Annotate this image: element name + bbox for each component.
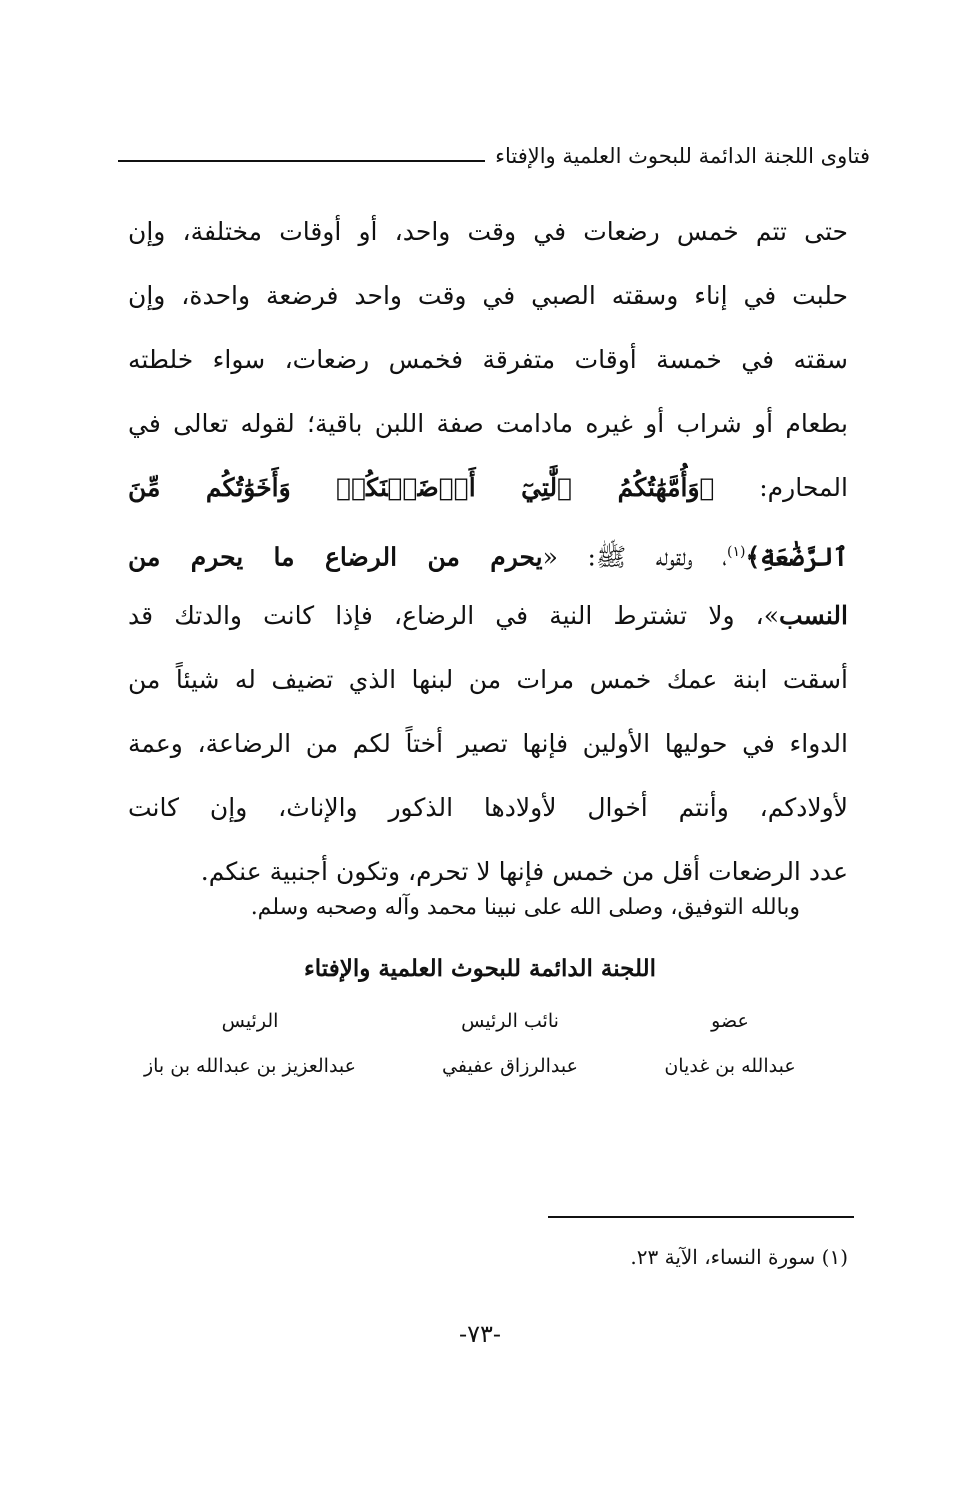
hadith-text: يحرم من الرضاع ما يحرم من: [128, 542, 543, 572]
body-line: بطعام أو شراب أو غيره مادامت صفة اللبن باقية؛ لقوله تعالى في: [128, 409, 848, 438]
body-line: الدواء في حوليها الأولين فإنها تصير أختاً لكم من الرضاعة، وعمة: [128, 729, 848, 758]
footnote-separator: [548, 1216, 854, 1218]
signatory-names: [130, 1055, 810, 1077]
chair-role: الرئيس: [221, 1010, 279, 1032]
footnote: (١) سورة النساء، الآية ٢٣.: [630, 1245, 848, 1269]
body-line: سقته في خمسة أوقات متفرقة فخمس رضعات، سواء خلطته: [128, 345, 848, 374]
body-text: ، ولقوله ﷺ: «: [542, 542, 727, 572]
header-rule: [118, 160, 485, 162]
vice-chair-role: نائب الرئيس: [461, 1010, 559, 1032]
body-line-hadith: [128, 584, 848, 648]
body-line-quran: [128, 456, 848, 520]
member-role: عضو: [711, 1010, 749, 1032]
footnote-ref: (١): [726, 544, 746, 560]
signatory-roles: [130, 1010, 810, 1032]
hadith-text: النسب: [779, 601, 848, 630]
body-text: »، ولا تشترط النية في الرضاع، فإذا كانت والدتك قد: [128, 601, 780, 630]
body-line: حتى تتم خمس رضعات في وقت واحد، أو أوقات مختلفة، وإن: [128, 217, 848, 246]
body-line: عدد الرضعات أقل من خمس فإنها لا تحرم، وتكون أجنبية عنكم.: [200, 857, 848, 886]
committee-name: اللجنة الدائمة للبحوث العلمية والإفتاء: [303, 955, 657, 982]
running-header: [118, 136, 870, 176]
body-line: حلبت في إناء وسقته الصبي في وقت واحد فرضعة واحدة، وإن: [128, 281, 848, 310]
body-line: لأولادكم، وأنتم أخوال لأولادها الذكور والإناث، وإن كانت: [128, 793, 848, 822]
body-line-quran-hadith: [128, 520, 848, 584]
member-name: عبدالله بن غديان: [664, 1055, 796, 1077]
header-title: فتاوى اللجنة الدائمة للبحوث العلمية والإفتاء: [495, 144, 870, 168]
body-line: أسقت ابنة عمك خمس مرات من لبنها الذي تضيف له شيئاً من: [128, 665, 848, 694]
body-text: المحارم:: [714, 473, 848, 502]
quran-verse: ﴿وَأُمَّهَٰتُكُمُ ٱلَّٰتِيٓ أَرۡضَعۡنَكُمۡ وَأَخَوَٰتُكُم مِّنَ: [128, 473, 715, 502]
quran-verse: ٱلرَّضَٰعَةِ﴾: [745, 542, 848, 572]
chair-name: عبدالعزيز بن عبدالله بن باز: [143, 1055, 357, 1077]
page-number: -٧٣-: [459, 1320, 501, 1348]
closing-text: وبالله التوفيق، وصلى الله على نبينا محمد وآله وصحبه وسلم.: [250, 895, 800, 920]
vice-chair-name: عبدالرزاق عفيفي: [442, 1055, 578, 1077]
fatwa-body: [128, 200, 848, 904]
